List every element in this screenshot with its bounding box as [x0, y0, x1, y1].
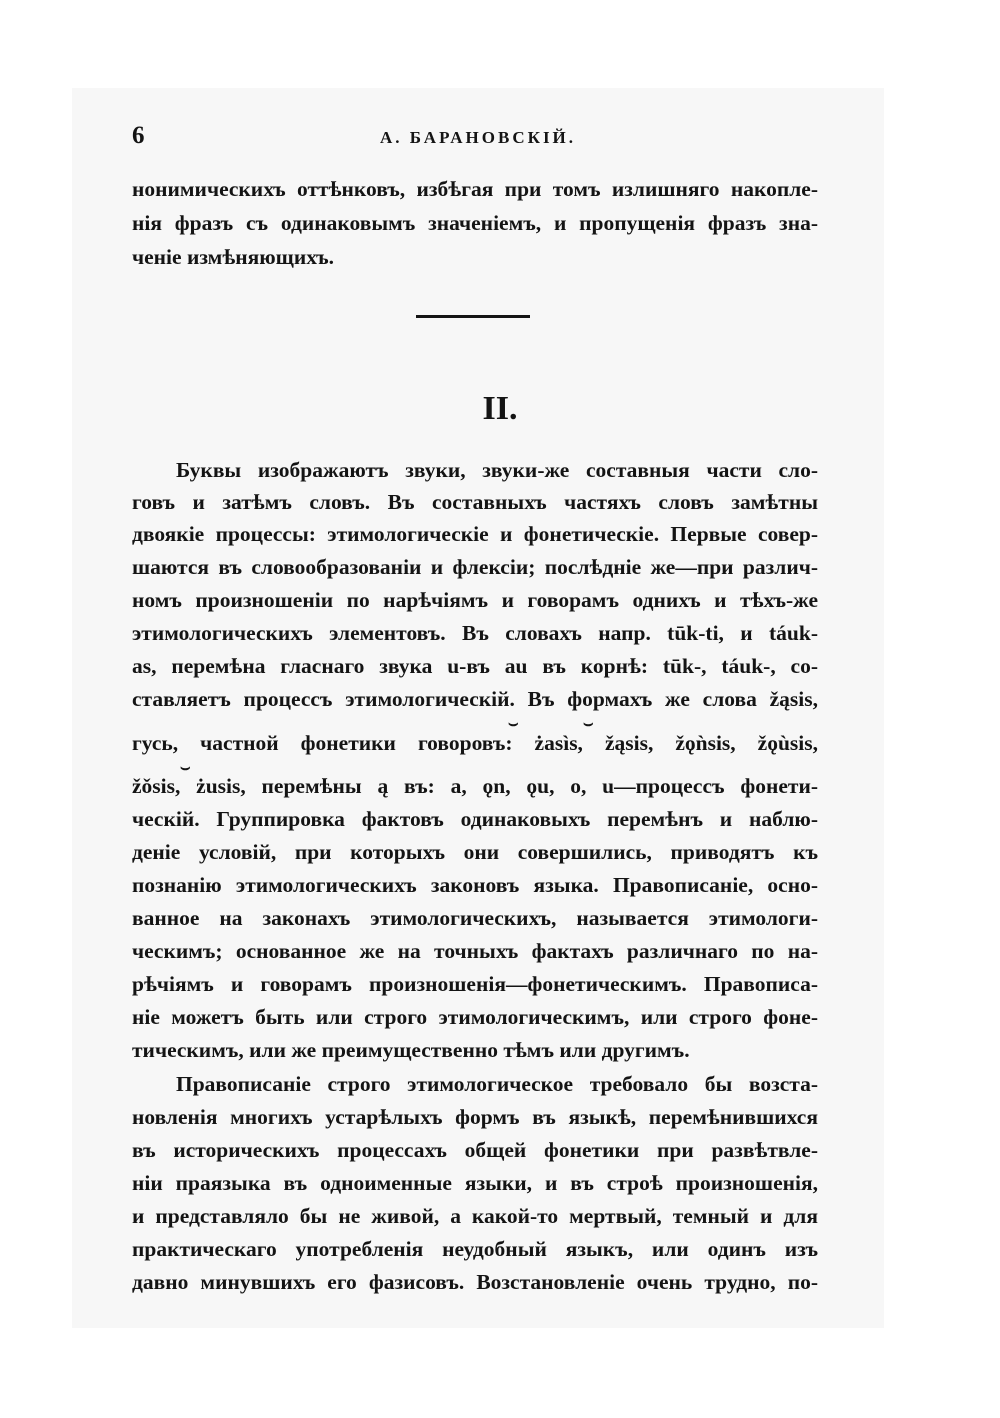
text-line: ческимъ; основанное же на точныхъ фактахъ различнаго по на-: [132, 939, 818, 963]
text-line: тическимъ, или же преимущественно тѣмъ или другимъ.: [132, 1038, 690, 1062]
text-line: номъ произношеніи по нарѣчіямъ и говорамъ однихъ и тѣхъ-же: [132, 588, 818, 612]
breve-mark: ⌣: [180, 759, 191, 776]
text-line: нія фразъ съ одинаковымъ значеніемъ, и пропущенія фразъ зна-: [132, 211, 818, 235]
text-line: Правописаніе строго этимологическое требовало бы возста-: [176, 1072, 818, 1096]
text-line: говъ и затѣмъ словъ. Въ составныхъ частяхъ словъ замѣтны: [132, 490, 818, 514]
text-line: познанію этимологическихъ законовъ языка. Правописаніе, осно-: [132, 873, 818, 897]
text-line: žǒsis, żusis, перемѣны ą въ: a, ǫn, ǫu, o, u—процессъ фонети-: [132, 774, 818, 798]
text-line: давно минувшихъ его фазисовъ. Возстановленіе очень трудно, по-: [132, 1270, 818, 1294]
breve-mark: ⌣: [508, 715, 519, 732]
text-line: деніе условій, при которыхъ они совершились, приводятъ къ: [132, 840, 818, 864]
section-divider: [416, 315, 530, 318]
running-head: А. БАРАНОВСКІЙ.: [380, 128, 577, 147]
text-line: и представляло бы не живой, а какой-то мертвый, темный и для: [132, 1204, 818, 1228]
text-line: ванное на законахъ этимологическихъ, называется этимологи-: [132, 906, 818, 930]
text-line: ческій. Группировка фактовъ одинаковыхъ перемѣнъ и наблю-: [132, 807, 818, 831]
text-line: as, перемѣна гласнаго звука u-въ au въ корнѣ: tūk-, táuk-, со-: [132, 654, 818, 678]
text-line: шаются въ словообразованіи и флексіи; послѣдніе же—при различ-: [132, 555, 818, 579]
breve-mark: ⌣: [583, 715, 594, 732]
page-number: 6: [132, 122, 145, 149]
text-line: нонимическихъ оттѣнковъ, избѣгая при томъ излишняго накопле-: [132, 177, 818, 201]
text-line: ніи праязыка въ одноименные языки, и въ строѣ произношенія,: [132, 1171, 818, 1195]
text-line: гусь, частной фонетики говоровъ: żasìs, žąsis, žǫǹsis, žǫùsis,: [132, 731, 818, 755]
text-line: этимологическихъ элементовъ. Въ словахъ напр. tūk-ti, и táuk-: [132, 621, 818, 645]
text-line: двоякіе процессы: этимологическіе и фонетическіе. Первые совер-: [132, 522, 818, 546]
text-line: ставляетъ процессъ этимологическій. Въ формахъ же слова žąsis,: [132, 687, 818, 711]
text-line: рѣчіямъ и говорамъ произношенія—фонетическимъ. Правописа-: [132, 972, 818, 996]
section-title: II.: [482, 390, 518, 427]
text-line: ніе можетъ быть или строго этимологическимъ, или строго фоне-: [132, 1005, 818, 1029]
text-line: практическаго употребленія неудобный языкъ, или одинъ изъ: [132, 1237, 818, 1261]
text-line: ченіе измѣняющихъ.: [132, 245, 335, 269]
page-header: [0, 122, 1000, 152]
text-line: новленія многихъ устарѣлыхъ формъ въ языкѣ, перемѣнившихся: [132, 1105, 818, 1129]
text-line: въ историческихъ процессахъ общей фонетики при развѣтвле-: [132, 1138, 818, 1162]
text-line: Буквы изображаютъ звуки, звуки-же составныя части сло-: [176, 458, 818, 482]
